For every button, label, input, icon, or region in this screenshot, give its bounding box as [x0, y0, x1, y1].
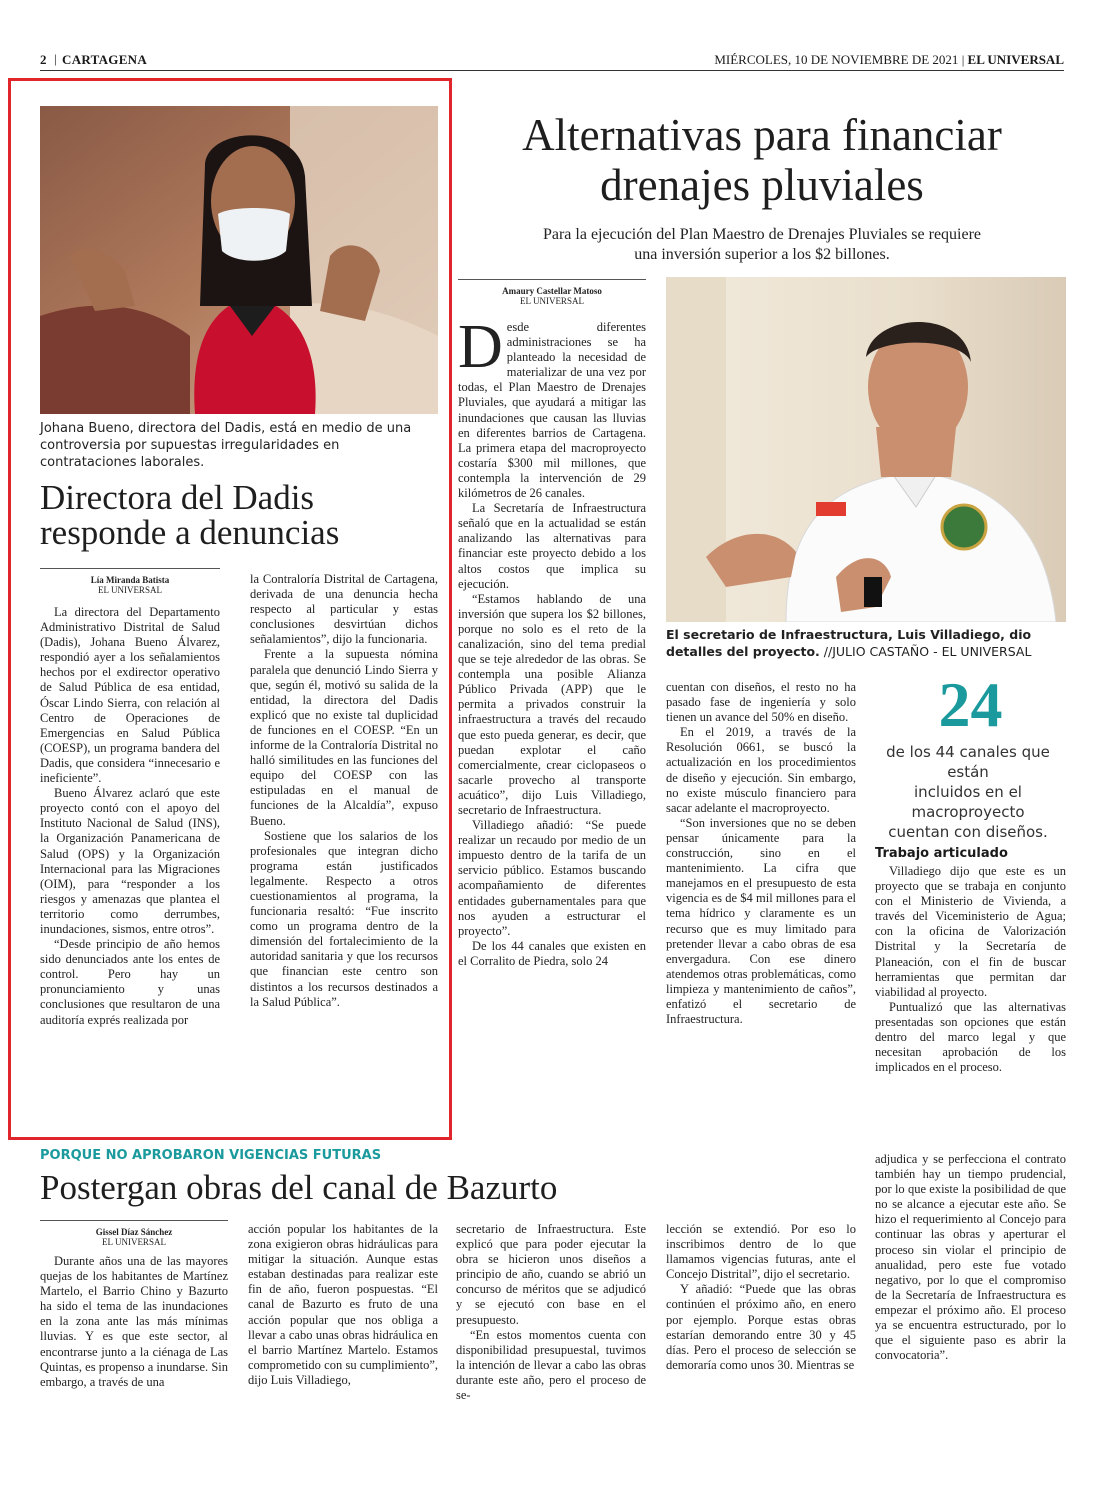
paragraph: esde diferentes administraciones se ha planteado la necesidad de materializar de una vez por todas, el Plan Maestro de Drenajes Pluviales, que ayudará a mitigar las inundaciones que causan las lluvias en diferentes barrios de Cartagena. La primera etapa del macroproyecto costaría $300 mil millones, que contempla la intervención de 29 kilómetros de 26 canales. — [458, 320, 646, 501]
byline-left — [40, 568, 220, 595]
headline-drenajes — [458, 110, 1066, 210]
article-bottom-col1 — [40, 1254, 228, 1476]
photo-luis-villadiego — [666, 277, 1066, 622]
byline-author: Gissel Díaz Sánchez — [95, 1227, 173, 1237]
issue-date: MIÉRCOLES, 10 DE NOVIEMBRE DE 2021 — [714, 52, 959, 67]
paragraph: Villadiego dijo que este es un proyecto que se trabaja en conjunto con el Ministerio de Vivienda, a través del Viceministerio de Agua; con la oficina de Valorización Distrital y la Secretaría de Planeación, con el fin de buscar herramientas que permitan dar viabilidad al proyecto. — [875, 864, 1066, 999]
paragraph: cuentan con diseños, el resto no ha pasado fase de ingeniería y solo tienen un avance del 50% en diseño. — [666, 680, 856, 725]
paragraph: En el 2019, a través de la Resolución 0661, se buscó la actualización en los procedimientos de diseño y ejecución. Sin embargo, no existe músculo financiero para sacar adelante el macroproyecto. — [666, 725, 856, 815]
newspaper-name: EL UNIVERSAL — [967, 52, 1064, 67]
paragraph: Bueno Álvarez aclaró que este proyecto contó con el apoyo del Instituto Nacional de Salud (INS), la Organización Panamericana de Salud (OPS) y la Organización Internacional para las Migraciones (OIM), para “responder a los riesgos y amenazas que plantea el territorio como derrumbes, inundaciones, sismos, entre otros”. — [40, 786, 220, 936]
paragraph: Sostiene que los salarios de los profesionales que integran dicho programa están justificados legalmente. Respecto a otros cuestionamientos al programa, la funcionaria resaltó: “Fue inscrito como un programa dentro de la dimensión del fortalecimiento de la autoridad sanitaria y que los recursos que financian este centro son distintos a los recursos destinados a la Salud Pública”. — [250, 828, 438, 1009]
byline-bottom — [40, 1220, 228, 1247]
byline-rule — [40, 1220, 228, 1221]
byline-main — [458, 279, 646, 306]
header-date-line — [714, 52, 1064, 68]
page-number: 2 — [40, 52, 47, 67]
subhead-trabajo-articulado: Trabajo articulado — [875, 846, 1008, 861]
section-name: CARTAGENA — [62, 52, 148, 67]
header-separator-right: | — [961, 52, 965, 67]
paragraph: lección se extendió. Por eso lo inscribimos dentro de lo que llamamos vigencias futuras, ante el Concejo Distrital”, dijo el secretario. — [666, 1222, 856, 1282]
stat-line2: incluidos en el macroproyecto — [911, 783, 1025, 821]
article-left-col1 — [40, 605, 220, 1117]
paragraph: adjudica y se perfecciona el contrato también hay un tiempo prudencial, por lo que existe la posibilidad de que no se alcance a ejecutar este año. Se hizo el requerimiento al Concejo para continuar las obras y aperturar el proceso sin violar el principio de anualidad, pero este fue votado negativo, por lo que el compromiso de la Secretaría de Infraestructura es empezar el próximo año. El proceso ya se encuentra estructurado, por lo que el siguiente paso es abrir la convocatoria”. — [875, 1152, 1066, 1363]
headline-dadis — [40, 480, 440, 550]
paragraph: “En estos momentos cuenta con disponibilidad presupuestal, tuvimos la intención de llevar a cabo las obras durante este año, pero el proceso de se- — [456, 1327, 646, 1403]
article-bottom-col3 — [456, 1222, 646, 1476]
byline-outlet: EL UNIVERSAL — [102, 1237, 166, 1247]
photo-johana-bueno — [40, 106, 438, 414]
article-bottom-col5 — [875, 1152, 1066, 1476]
headline-bazurto: Postergan obras del canal de Bazurto — [40, 1168, 558, 1207]
article-bottom-col2 — [248, 1222, 438, 1476]
paragraph: Frente a la supuesta nómina paralela que denunció Lindo Sierra y que, según él, motivó su salida de la entidad, la directora del Dadis explicó que no existe tal duplicidad de funciones en el COESP. “En un informe de la Contraloría Distrital no halló similitudes en las funciones del equipo del COESP con las estipuladas en el manual de funciones de la Alcaldía”, expuso Bueno. — [250, 647, 438, 828]
deck-drenajes — [458, 225, 1066, 265]
paragraph: Y añadió: “Puede que las obras continúen el próximo año, en enero por ejemplo. Porque estas obras estarían demorando entre 30 y 45 días. Pero el proceso de selección se demoraría como unos 30. Mientras se — [666, 1282, 856, 1372]
byline-rule — [458, 279, 646, 280]
paragraph: “Son inversiones que no se deben pensar únicamente para la construcción, sino en el mantenimiento. La cifra que manejamos en el presupuesto de esta vigencia es de $4 mil millones para el tema hídrico y claramente es un recurso que es muy limitado para pretender llevar a cabo obras de esa envergadura. Con ese dinero atendemos otras problemáticas, como limpieza y mantenimiento de caños”, enfatizó el secretario de Infraestructura. — [666, 815, 856, 1027]
paragraph: “Estamos hablando de una inversión que supera los $2 billones, porque no solo es el reto de la canalización, sino del tema predial que se teje alrededor de las obras. Se contempla una posible Alianza Público Privada (APP) que le permita a privados construir la infraestructura a través del recaudo que esto pueda generar, es decir, que puedan explotar el caño comercialmente, crear ciclopaseos o sacarle provecho al transporte acuático”, dijo Luis Villadiego, secretario de Infraestructura. — [458, 591, 646, 817]
headline-dadis-line2: responde a denuncias — [40, 513, 340, 552]
photo-credit: //JULIO CASTAÑO - EL UNIVERSAL — [823, 644, 1032, 659]
photo-caption-main — [666, 626, 1066, 660]
paragraph: acción popular los habitantes de la zona exigieron obras hidráulicas para mitigar la situación. Aunque estas estaban destinadas para realizar este fin de año, fueron pospuestas. “El canal de Bazurto es fruto de una acción popular que nos obliga a llevar a cabo unas obras hidráulica en el barrio Martínez Martelo. Estamos comprometido con su cumplimiento”, dijo Luis Villadiego, — [248, 1222, 438, 1387]
article-main-col1 — [458, 320, 646, 1118]
byline-rule — [40, 568, 220, 569]
deck-line2: una inversión superior a los $2 billones. — [634, 246, 890, 263]
article-bottom-col4 — [666, 1222, 856, 1476]
headline-drenajes-line2: drenajes pluviales — [600, 160, 924, 210]
photo-illustration — [666, 277, 1066, 622]
headline-dadis-line1: Directora del Dadis — [40, 478, 315, 517]
photo-illustration — [40, 106, 438, 414]
paragraph: De los 44 canales que existen en el Corralito de Piedra, solo 24 — [458, 938, 646, 968]
paragraph: Durante años una de las mayores quejas de los habitantes de Martínez Martelo, el Barrio Chino y Bazurto ha sido el tema de las inundaciones en la zona ante las más mínimas lluvias. Y es que este sector, al encontrarse junto a la ciénaga de Las Quintas, es propenso a inundarse. Sin embargo, a través de una — [40, 1254, 228, 1389]
byline-outlet: EL UNIVERSAL — [520, 296, 584, 306]
paragraph: Villadiego añadió: “Se puede realizar un recaudo por medio de un impuesto dentro de la tarifa de un servicio público. Estamos buscando acompañamiento de diferentes entidades gubernamentales para que nos ayuden a estructurar el proyecto”. — [458, 818, 646, 938]
caption-text: El secretario de Infraestructura, Luis Villadiego, dio detalles del proyecto. — [666, 627, 1032, 659]
paragraph: la Contraloría Distrital de Cartagena, derivada de una denuncia hecha respecto al particular y estas conclusiones desvirtúan dichos señalamientos”, dijo la funcionaria. — [250, 572, 438, 647]
stat-number: 24 — [938, 669, 1003, 740]
kicker-bazurto: PORQUE NO APROBARON VIGENCIAS FUTURAS — [40, 1148, 382, 1163]
paragraph: La directora del Departamento Administrativo Distrital de Salud (Dadis), Johana Bueno Álvarez, respondió ayer a los señalamientos hechos por el exdirector operativo de Salud Pública de esa entidad, Óscar Lindo Sierra, con relación al Centro de Operaciones de Emergencias en Salud Pública (COESP), un programa bandera del Dadis, que considera “innecesario e ineficiente”. — [40, 605, 220, 786]
stat-line3: cuentan con diseños. — [888, 823, 1048, 841]
byline-author: Amaury Castellar Matoso — [502, 286, 602, 296]
header-rule — [40, 70, 1064, 71]
paragraph: La Secretaría de Infraestructura señaló que en la actualidad se están analizando las alternativas para financiar este proyecto debido a los altos costos que implica su ejecución. — [458, 501, 646, 591]
photo-caption-left: Johana Bueno, directora del Dadis, está en medio de una controversia por supuestas irregularidades en contrataciones laborales. — [40, 421, 412, 470]
paragraph: Puntualizó que las alternativas presentadas son opciones que están dentro del marco legal y que necesitan aprobación de los implicados en el proceso. — [875, 999, 1066, 1075]
byline-author: Lía Miranda Batista — [90, 575, 170, 585]
stat-line1: de los 44 canales que están — [886, 743, 1050, 781]
article-main-col3 — [875, 864, 1066, 1118]
drop-cap: D — [458, 320, 503, 381]
byline-outlet: EL UNIVERSAL — [98, 585, 162, 595]
deck-line1: Para la ejecución del Plan Maestro de Drenajes Pluviales se requiere — [542, 226, 982, 243]
paragraph: “Desde principio de año hemos sido denunciados ante los entes de control. Pero hay un pronunciamiento y unas conclusiones que resultaron de una auditoría exprés realizada por — [40, 937, 220, 1027]
header-separator: | — [54, 51, 57, 66]
stat-description — [870, 742, 1066, 842]
article-left-col2 — [250, 572, 438, 1118]
paragraph: secretario de Infraestructura. Este explicó que para poder ejecutar la obra se hicieron unos diseños a principio de año, cuando se abrió un concurso de méritos que se adjudicó y se ejecutó con base en el presupuesto. — [456, 1222, 646, 1327]
headline-drenajes-line1: Alternativas para financiar — [522, 110, 1002, 160]
article-main-col2 — [666, 680, 856, 1118]
